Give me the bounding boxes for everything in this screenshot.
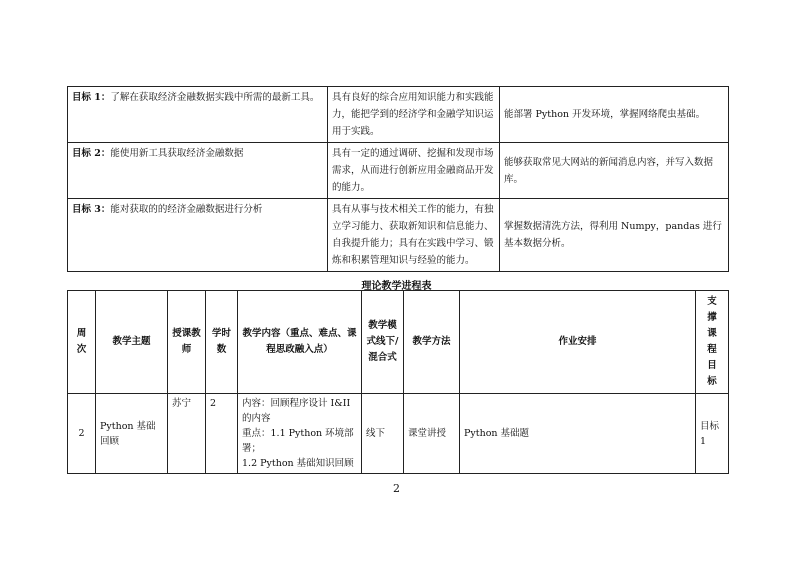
- content-cell: [238, 394, 362, 474]
- header-homework: 作业安排: [460, 291, 696, 394]
- support-cell: 目标 1: [696, 394, 729, 474]
- goal-label: 目标 2：: [72, 148, 111, 159]
- topic-cell: Python 基础回顾: [96, 394, 168, 474]
- page-number: 2: [393, 482, 400, 495]
- header-week: 周次: [68, 291, 96, 394]
- ability-cell: 具有从事与技术相关工作的能力，有独立学习能力、获取新知识和信息能力、自我提升能力；具有在实践中学习、锻炼和积累管理知识与经验的能力。: [328, 199, 500, 272]
- goal-label: 目标 3：: [72, 204, 111, 215]
- goal-text: 能使用新工具获取经济金融数据: [110, 148, 244, 159]
- schedule-header-row: [68, 291, 729, 394]
- goal-cell: [68, 87, 328, 143]
- week-cell: 2: [68, 394, 96, 474]
- content-line: 重点：1.1 Python 环境部署；: [242, 428, 354, 454]
- header-mode: 教学模式线下/混合式: [362, 291, 404, 394]
- skill-cell: 能部署 Python 开发环境，掌握网络爬虫基础。: [500, 87, 729, 143]
- header-support: 支撑课程目标: [696, 291, 729, 394]
- goal-row: [68, 143, 729, 199]
- method-cell: 课堂讲授: [404, 394, 460, 474]
- header-method: 教学方法: [404, 291, 460, 394]
- content-line: 内容：回顾程序设计 I&II 的内容: [242, 398, 351, 424]
- goal-row: [68, 199, 729, 272]
- teaching-schedule-table: [67, 290, 729, 474]
- mode-cell: 线下: [362, 394, 404, 474]
- goal-text: 了解在获取经济金融数据实践中所需的最新工具。: [110, 92, 320, 103]
- goal-cell: [68, 199, 328, 272]
- hours-cell: 2: [206, 394, 238, 474]
- schedule-row: [68, 394, 729, 474]
- header-content: 教学内容（重点、难点、课程思政融入点）: [238, 291, 362, 394]
- goal-cell: [68, 143, 328, 199]
- goal-label: 目标 1：: [72, 92, 111, 103]
- schedule-caption: 理论教学进程表: [361, 281, 432, 292]
- goal-text: 能对获取的的经济金融数据进行分析: [110, 204, 263, 215]
- ability-cell: 具有良好的综合应用知识能力和实践能力，能把学到的经济学和金融学知识运用于实践。: [328, 87, 500, 143]
- course-goals-table: [67, 86, 729, 272]
- ability-cell: 具有一定的通过调研、挖掘和发现市场需求，从而进行创新应用金融商品开发的能力。: [328, 143, 500, 199]
- teacher-cell: 苏宁: [168, 394, 206, 474]
- homework-cell: Python 基础题: [460, 394, 696, 474]
- content-line: 1.2 Python 基础知识回顾: [242, 458, 354, 469]
- skill-cell: 掌握数据清洗方法，得利用 Numpy，pandas 进行基本数据分析。: [500, 199, 729, 272]
- skill-cell: 能够获取常见大网站的新闻消息内容，并写入数据库。: [500, 143, 729, 199]
- header-topic: 教学主题: [96, 291, 168, 394]
- header-hours: 学时数: [206, 291, 238, 394]
- header-teacher: 授课教师: [168, 291, 206, 394]
- goal-row: [68, 87, 729, 143]
